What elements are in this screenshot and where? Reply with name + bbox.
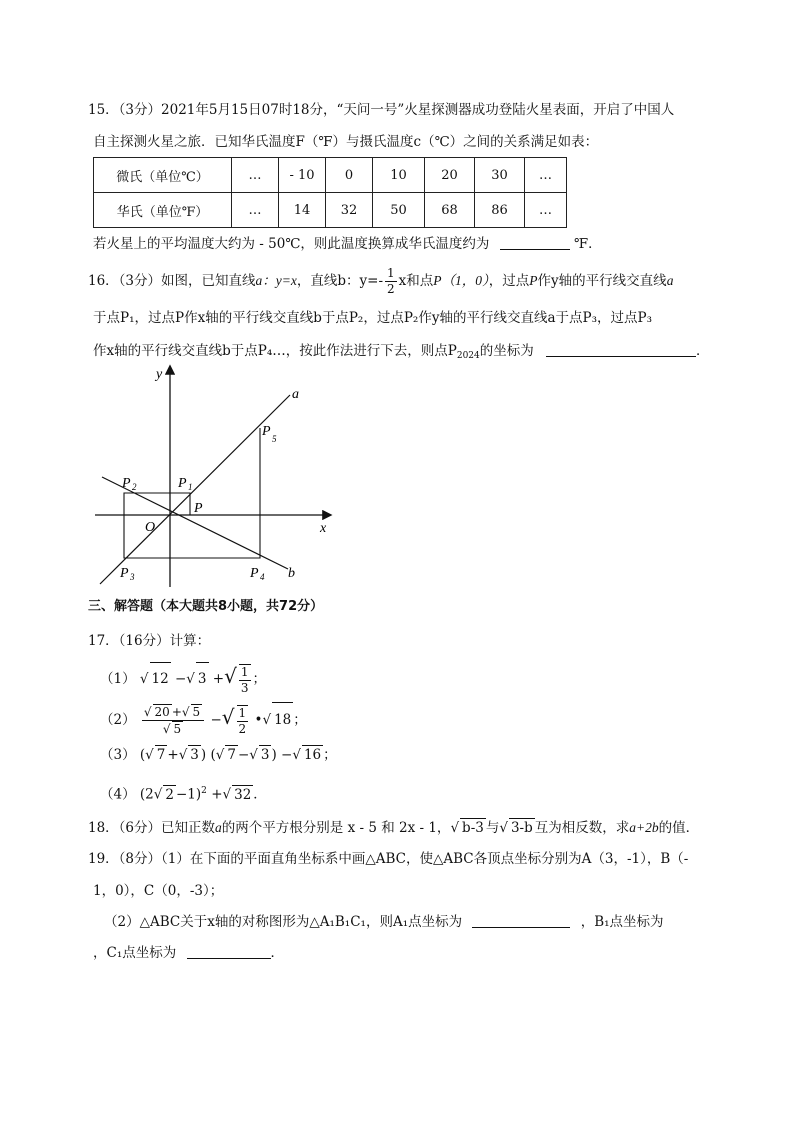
item-label: （2） xyxy=(100,712,136,728)
p1-label: P xyxy=(178,476,187,491)
q16-line2: 于点P₁，过点P作x轴的平行线交直线b于点P₂，过点P₂作y轴的平行线交直线a于点P₃，过点P₃ xyxy=(93,310,652,326)
table-cell: 86 xyxy=(475,193,525,228)
q19-text: ，C₁点坐标为 xyxy=(93,945,177,961)
line-a-ref: a xyxy=(666,273,674,288)
radicand: 7 xyxy=(156,747,166,763)
q18-text: 18．（6分）已知正数 xyxy=(88,820,216,836)
q18-text: 互为相反数，求 xyxy=(534,820,630,836)
radicand: 3-b xyxy=(510,820,533,836)
q15-text: 若火星上的平均温度大约为 - 50℃，则此温度换算成华氏温度约为 xyxy=(93,236,490,252)
p5-sub: 5 xyxy=(272,434,277,444)
fraction xyxy=(142,704,204,737)
table-cell: 32 xyxy=(326,193,373,228)
item-label: （3） xyxy=(100,747,136,763)
p5-label: P xyxy=(262,424,271,439)
frac-den: 3 xyxy=(240,680,249,695)
p4-label: P xyxy=(250,566,259,581)
q16-line1 xyxy=(88,266,673,297)
p4-sub: 4 xyxy=(260,572,265,582)
q18-text: 的值． xyxy=(658,820,700,836)
p2-label: P xyxy=(122,476,131,491)
temperature-table xyxy=(93,157,567,228)
q19-text: （2）△ABC关于x轴的对称图形为△A₁B₁C₁，则A₁点坐标为 xyxy=(104,914,463,930)
x-label: x xyxy=(320,521,327,536)
radicand: 16 xyxy=(303,747,322,763)
q17-item-3: （3） (√ 7 +√ 3 ) (√ 7 −√ 3 ) −√ 16 ； xyxy=(100,747,337,763)
table-row xyxy=(94,158,567,193)
q18-text: 与 xyxy=(485,820,500,836)
table-cell: 30 xyxy=(475,158,525,193)
item-label: （1） xyxy=(100,671,136,687)
origin-label: O xyxy=(145,520,156,535)
q15-line3 xyxy=(93,235,602,253)
q19-text: ，B₁点坐标为 xyxy=(580,914,664,930)
radicand: 3 xyxy=(196,662,209,695)
q15-line2: 自主探测火星之旅．已知华氏温度F（℉）与摄氏温度c（℃）之间的关系满足如表： xyxy=(93,134,599,150)
fraction xyxy=(385,266,397,297)
q19-line1: 19．（8分）（1）在下面的平面直角坐标系中画△ABC，使△ABC各顶点坐标分别为A（3，-1），B（- xyxy=(88,851,689,867)
p2-sub: 2 xyxy=(132,482,137,492)
punct: ； xyxy=(252,671,266,687)
table-cell: 华氏（单位℉） xyxy=(94,193,232,228)
q19-line4 xyxy=(93,944,284,962)
q16-text: ，过点 xyxy=(488,273,530,289)
section-heading: 三、解答题（本大题共8小题，共72分） xyxy=(88,599,324,614)
q17-item-2: （2） $\frac{√ 20 +√ 5}{√ 5}$ −√ $\frac{1}{2}$ •√ 18 ； xyxy=(100,700,307,737)
table-cell: 20 xyxy=(425,158,475,193)
line-a-equation: a：y=x xyxy=(255,273,297,288)
q19-line2: 1，0），C（0，-3）； xyxy=(93,883,224,899)
table-cell: … xyxy=(525,158,567,193)
radicand: 7 xyxy=(227,747,236,763)
answer-blank[interactable] xyxy=(472,913,570,928)
punct: ； xyxy=(293,712,307,728)
q16-text: 的坐标为 xyxy=(479,343,534,359)
p3-label: P xyxy=(120,566,129,581)
expression: a+2b xyxy=(629,820,659,835)
radicand: 32 xyxy=(234,786,252,803)
coordinate-figure xyxy=(90,362,350,597)
radicand: 3 xyxy=(190,747,199,763)
fraction xyxy=(237,705,249,737)
q15-line1: 15．（3分）2021年5月15日07时18分，“天问一号”火星探测器成功登陆火星表面，开启了中国人 xyxy=(88,102,675,118)
radicand: 3 xyxy=(260,747,270,763)
fraction xyxy=(239,664,251,696)
y-label: y xyxy=(156,367,163,382)
line-b-label: b xyxy=(288,566,295,581)
q17-head: 17．（16分）计算： xyxy=(88,633,211,649)
p-label: P xyxy=(194,501,203,516)
punct: ； xyxy=(323,747,337,763)
q17-item-1: （1） √ 12 −√ 3 +√ $\frac{1}{3}$ ； xyxy=(100,664,266,695)
punct: ． xyxy=(253,786,267,803)
frac-den: √ 5 xyxy=(162,722,182,736)
frac-num: 1 xyxy=(387,266,395,280)
point-p-ref: P xyxy=(529,273,538,288)
p3-sub: 3 xyxy=(130,572,135,582)
table-cell: 14 xyxy=(279,193,326,228)
radicand: 20 xyxy=(154,705,170,719)
radicand: 12 xyxy=(150,662,171,695)
q18-line: 18．（6分）已知正数a的两个平方根分别是 x - 5 和 2x - 1，√ b-3 与√ 3-b 互为相反数，求a+2b的值． xyxy=(88,820,700,836)
radicand: b-3 xyxy=(462,820,484,836)
frac-num: 1 xyxy=(238,705,247,720)
answer-blank[interactable] xyxy=(546,342,696,357)
frac-num: √ 20 +√ 5 xyxy=(142,704,204,721)
frac-num: 1 xyxy=(240,664,249,679)
q16-text: ，直线b：y=- xyxy=(296,273,384,289)
radicand: 5 xyxy=(173,722,182,736)
answer-blank[interactable] xyxy=(500,235,570,250)
line-a-label: a xyxy=(292,387,299,402)
q18-text: 的两个平方根分别是 x - 5 和 2x - 1， xyxy=(221,820,451,836)
q19-text: ． xyxy=(270,945,285,961)
table-cell: … xyxy=(232,158,279,193)
frac-den: 2 xyxy=(387,282,395,296)
frac-den: 2 xyxy=(238,721,247,736)
q17-item-4: （4） (2√ 2 −1)$^2$ +√ 32 ． xyxy=(100,786,267,803)
radicand: 2 xyxy=(165,786,174,803)
q15-unit: ℉． xyxy=(574,236,602,252)
subscript: 2024 xyxy=(456,351,480,361)
radicand: 5 xyxy=(192,705,201,719)
p1-sub: 1 xyxy=(188,482,193,492)
point-p: P（1，0） xyxy=(433,273,489,288)
q16-text: 16．（3分）如图，已知直线 xyxy=(88,273,256,289)
item-label: （4） xyxy=(100,786,136,803)
q16-text: 作x轴的平行线交直线b于点P₄…，按此作法进行下去，则点P xyxy=(93,343,457,359)
table-cell: 微氏（单位℃） xyxy=(94,158,232,193)
table-cell: … xyxy=(525,193,567,228)
table-cell: 50 xyxy=(373,193,425,228)
table-row xyxy=(94,193,567,228)
table-cell: 68 xyxy=(425,193,475,228)
q16-text: 作y轴的平行线交直线 xyxy=(537,273,667,289)
radicand: 18 xyxy=(272,702,293,737)
q19-line3 xyxy=(104,913,664,931)
answer-blank[interactable] xyxy=(187,944,271,959)
exponent: 2 xyxy=(201,786,207,796)
table-cell: - 10 xyxy=(279,158,326,193)
table-cell: … xyxy=(232,193,279,228)
q16-line3: 作x轴的平行线交直线b于点P₄…，按此作法进行下去，则点$P_{2024}$的坐标为 ． xyxy=(93,343,710,361)
table-cell: 0 xyxy=(326,158,373,193)
var-a: a xyxy=(215,820,222,835)
coefficient: 2 xyxy=(145,786,154,803)
q16-text: x和点 xyxy=(398,273,434,289)
table-cell: 10 xyxy=(373,158,425,193)
